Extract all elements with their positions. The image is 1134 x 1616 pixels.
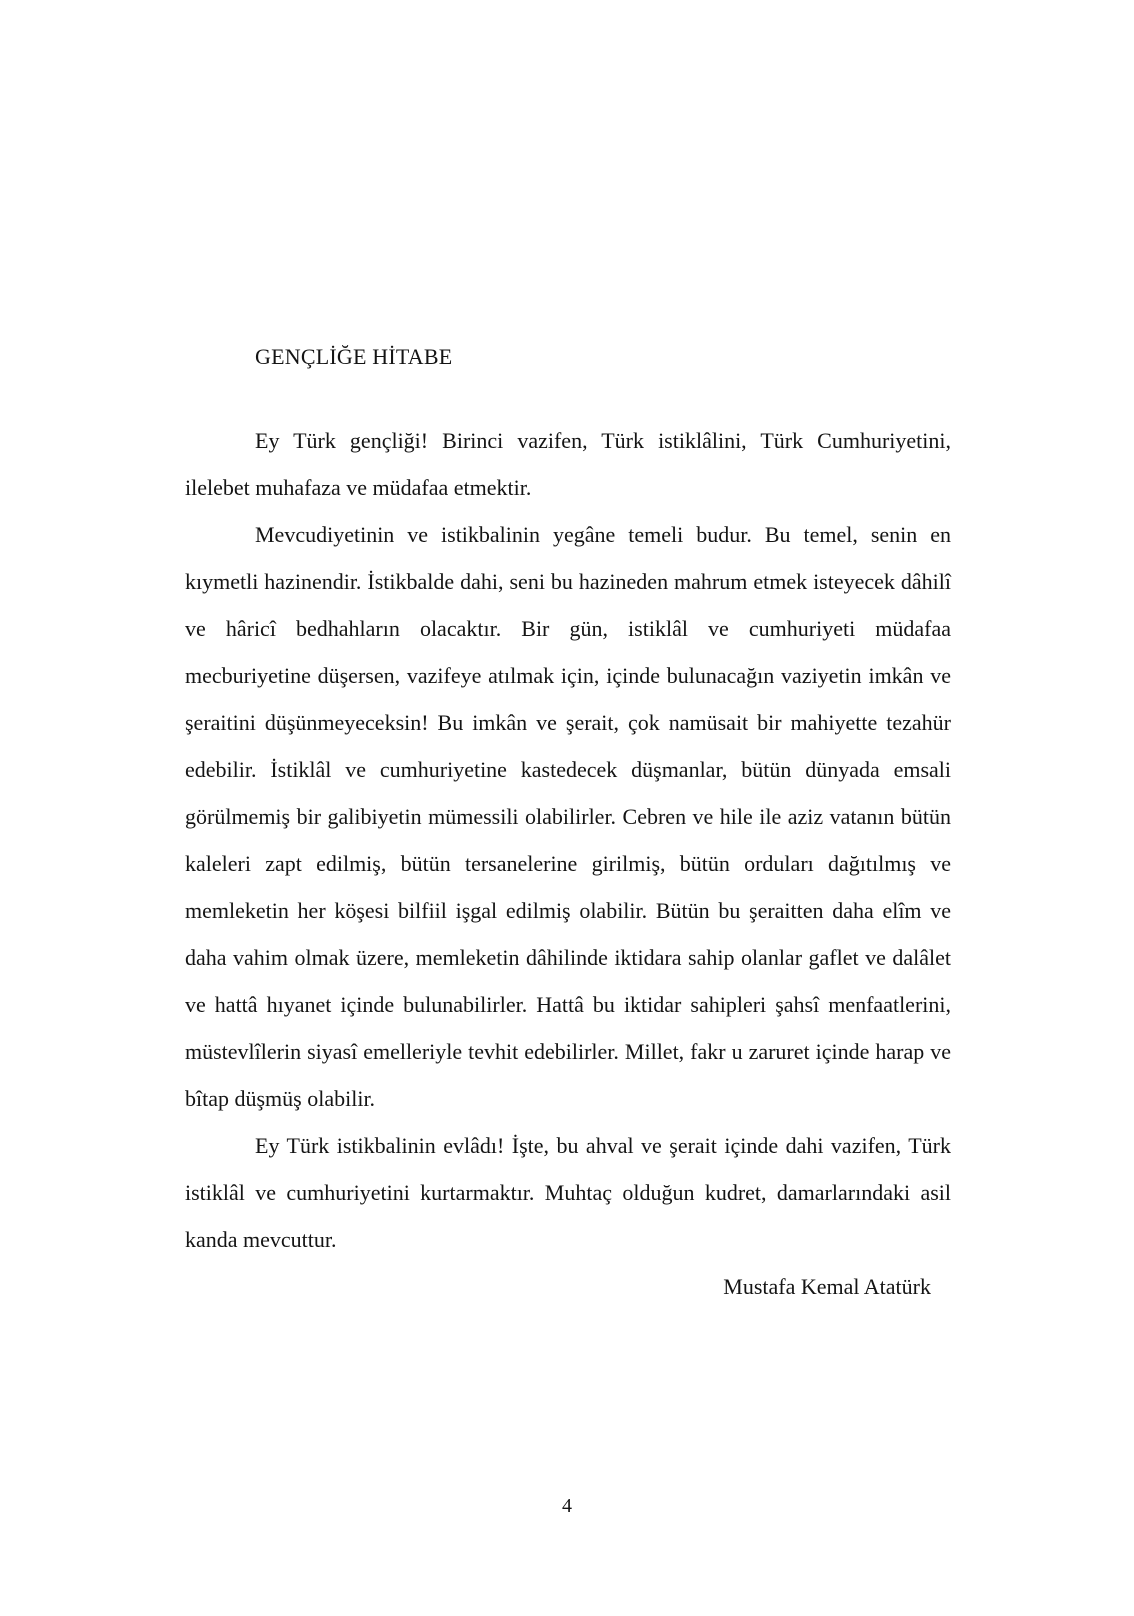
paragraph: Ey Türk gençliği! Birinci vazifen, Türk istiklâlini, Türk Cumhuriyetini, ilelebet muhafaza ve müdafaa etmektir. — [185, 428, 951, 500]
paragraph: Mevcudiyetinin ve istikbalinin yegâne temeli budur. Bu temel, senin en kıymetli hazinendir. İstikbalde dahi, seni bu hazineden mahrum etmek isteyecek dâhilî ve hâricî bedhahların olacaktır. Bir gün, istiklâl ve cumhuriyeti müdafaa mecburiyetine düşersen, vazifeye atılmak için, içinde bulunacağın vaziyetin imkân ve şeraitini düşünmeyeceksin! Bu imkân ve şerait, çok namüsait bir mahiyette tezahür edebilir. İstiklâl ve cumhuriyetine kastedecek düşmanlar, bütün dünyada emsali görülmemiş bir galibiyetin mümessili olabilirler. Cebren ve hile ile aziz vatanın bütün kaleleri zapt edilmiş, bütün tersanelerine girilmiş, bütün orduları dağıtılmış ve memleketin her köşesi bilfiil işgal edilmiş olabilir. Bütün bu şeraitten daha elîm ve daha vahim olmak üzere, memleketin dâhilinde iktidara sahip olanlar gaflet ve dalâlet ve hattâ hıyanet içinde bulunabilirler. Hattâ bu iktidar sahipleri şahsî menfaatlerini, müstevlîlerin siyasî emelleriyle tevhit edebilirler. Millet, fakr u zaruret içinde harap ve bîtap düşmüş olabilir. — [185, 522, 951, 1111]
page-number: 4 — [562, 1495, 572, 1517]
paragraph: Ey Türk istikbalinin evlâdı! İşte, bu ahval ve şerait içinde dahi vazifen, Türk istiklâl ve cumhuriyetini kurtarmaktır. Muhtaç olduğun kudret, damarlarındaki asil kanda mevcuttur. — [185, 1133, 951, 1252]
document-content — [185, 333, 951, 1310]
document-title: GENÇLİĞE HİTABE — [255, 344, 453, 369]
signature: Mustafa Kemal Atatürk — [723, 1274, 931, 1299]
